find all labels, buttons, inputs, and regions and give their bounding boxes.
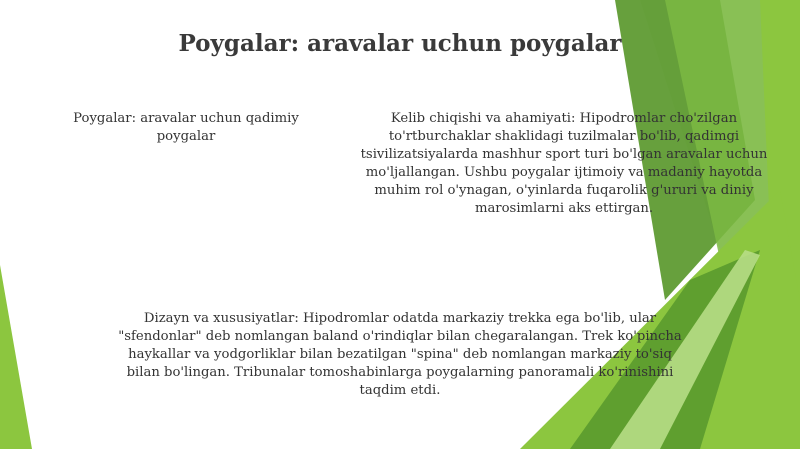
right-text-block: Kelib chiqishi va ahamiyati: Hipodromlar cho'zilgan to'rtburchaklar shaklidagi tuzilmalar bo'lib, qadimgi tsivilizatsiyalarda mashhur sport turi bo'lgan aravalar uchun mo'ljallangan. Ushbu poygalar ijtimoiy va madaniy hayotda muhim rol o'ynagan, o'yinlarda fuqarolik g'ururi va diniy marosimlarni aks ettirgan. [360,111,768,216]
left-sliver-shape [0,265,32,449]
slide-title: Poygalar: aravalar uchun poygalar [178,30,622,57]
left-text-block: Poygalar: aravalar uchun qadimiy poygalar [73,111,299,144]
bottom-text-block: Dizayn va xususiyatlar: Hipodromlar odatda markaziy trekka ega bo'lib, ular "sfendonlar" deb nomlangan baland o'rindiqlar bilan chegaralangan. Trek ko'pincha haykallar va yodgorliklar bilan bezatilgan "spina" deb nomlangan markaziy to'siq bilan bo'lingan. Tribunalar tomoshabinlarga poygalarning panoramali ko'rinishini taqdim etdi. [118,311,682,398]
